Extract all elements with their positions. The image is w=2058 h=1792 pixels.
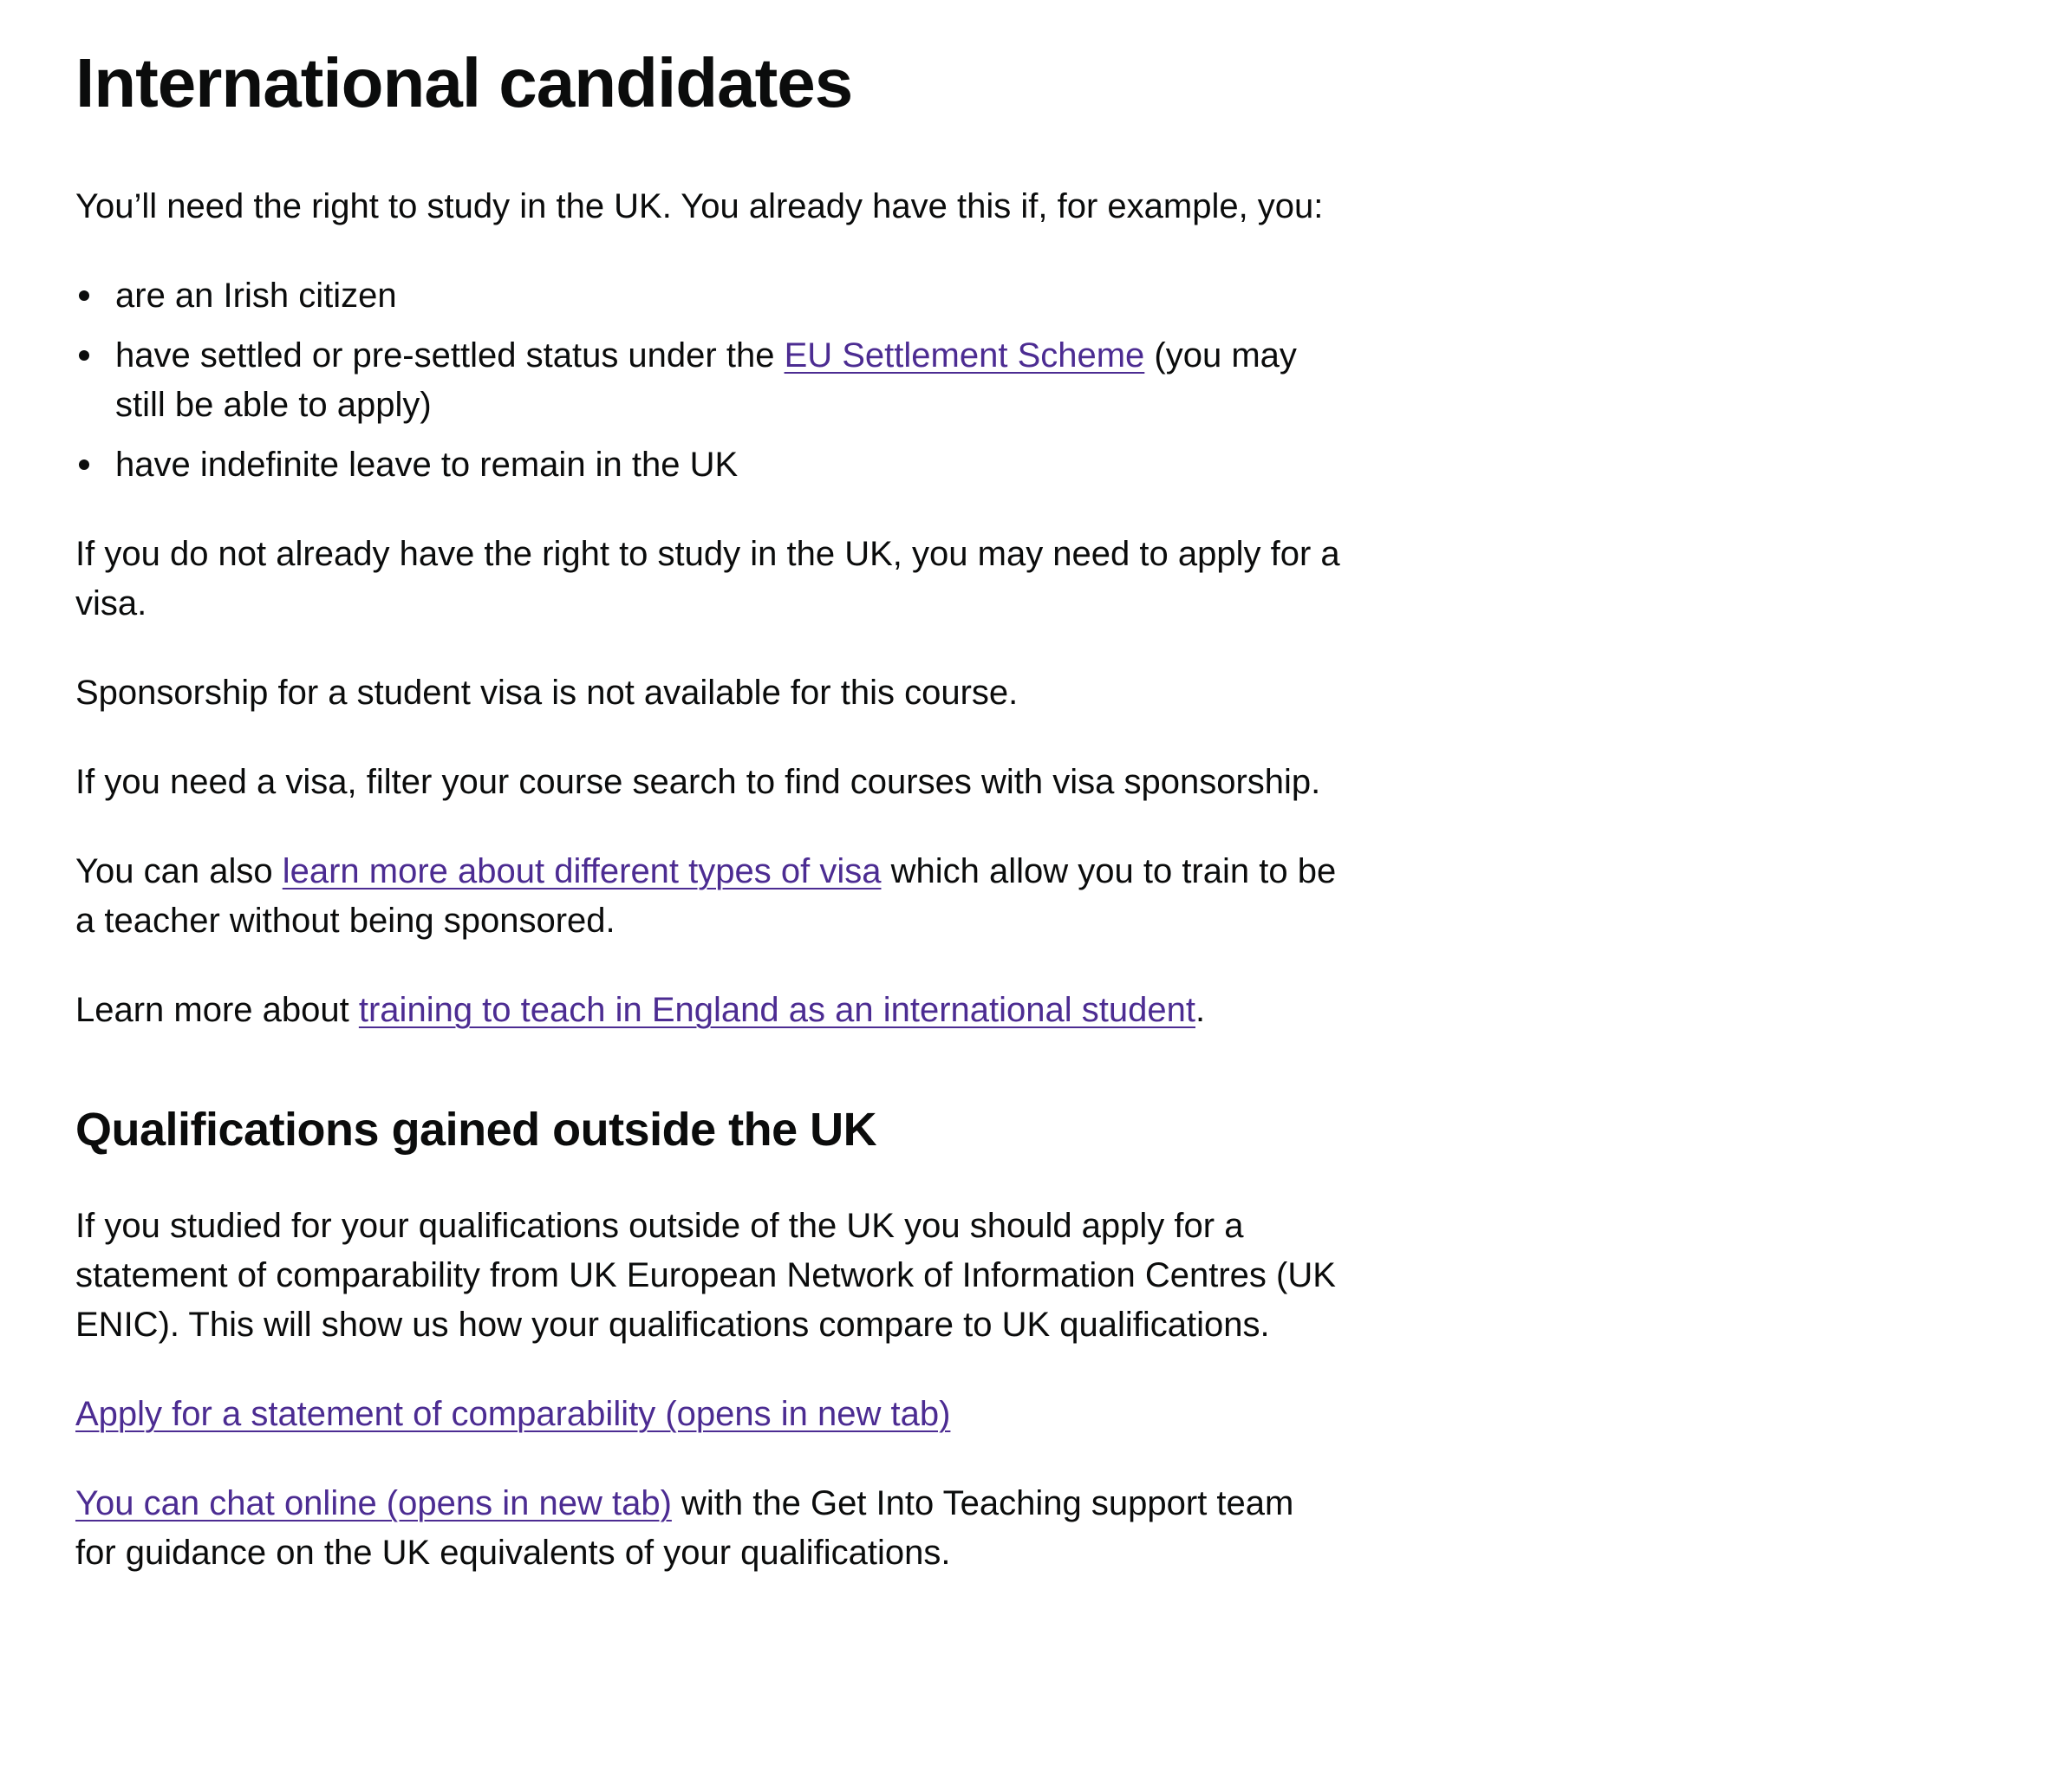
visa-types-paragraph	[75, 847, 1341, 946]
apply-paragraph	[75, 1390, 1341, 1439]
visa-paragraph: If you do not already have the right to study in the UK, you may need to apply for a visa.	[75, 535, 1340, 622]
bullet-icon	[79, 290, 89, 301]
section-heading: Qualifications gained outside the UK	[75, 1104, 877, 1156]
list-item-text: are an Irish citizen	[115, 277, 397, 315]
visa-types-link[interactable]: learn more about different types of visa	[282, 852, 882, 890]
page-title: International candidates	[75, 44, 853, 121]
international-student-link[interactable]: training to teach in England as an international student	[358, 991, 1195, 1029]
visa-types-text: which allow you to train to be a teacher without being sponsored.	[75, 852, 1337, 940]
qualifications-paragraph: If you studied for your qualifications outside of the UK you should apply for a statement of comparability from UK European Network of Information Centres (UK ENIC). This will show us how your qualifications compare to UK qualifications.	[75, 1207, 1336, 1345]
chat-paragraph	[75, 1479, 1341, 1578]
learn-more-paragraph	[75, 986, 1341, 1035]
apply-statement-link[interactable]: Apply for a statement of comparability (opens in new tab)	[75, 1395, 951, 1434]
filter-paragraph: If you need a visa, filter your course search to find courses with visa sponsorship.	[75, 763, 1321, 801]
chat-text: with the Get Into Teaching support team for guidance on the UK equivalents of your qualifications.	[75, 1484, 1294, 1573]
visa-types-text: You can also	[75, 852, 283, 890]
learn-more-text: Learn more about	[75, 991, 359, 1029]
main-content	[75, 35, 1341, 1618]
list-item	[75, 271, 1341, 321]
list-item-text: have indefinite leave to remain in the UK	[115, 446, 739, 484]
list-item-text: (you may still be able to apply)	[115, 336, 1297, 424]
bullet-icon	[79, 350, 89, 361]
eligibility-list	[75, 271, 1341, 490]
list-item	[75, 440, 1341, 490]
learn-more-text: .	[1195, 991, 1206, 1029]
intro-paragraph: You’ll need the right to study in the UK. You already have this if, for example, you:	[75, 187, 1324, 225]
eu-settlement-scheme-link[interactable]: EU Settlement Scheme	[784, 336, 1145, 375]
list-item-text: have settled or pre-settled status under the	[115, 336, 785, 375]
list-item	[75, 331, 1341, 430]
chat-online-link[interactable]: You can chat online (opens in new tab)	[75, 1484, 672, 1523]
bullet-icon	[79, 459, 89, 470]
sponsorship-paragraph: Sponsorship for a student visa is not available for this course.	[75, 674, 1019, 712]
